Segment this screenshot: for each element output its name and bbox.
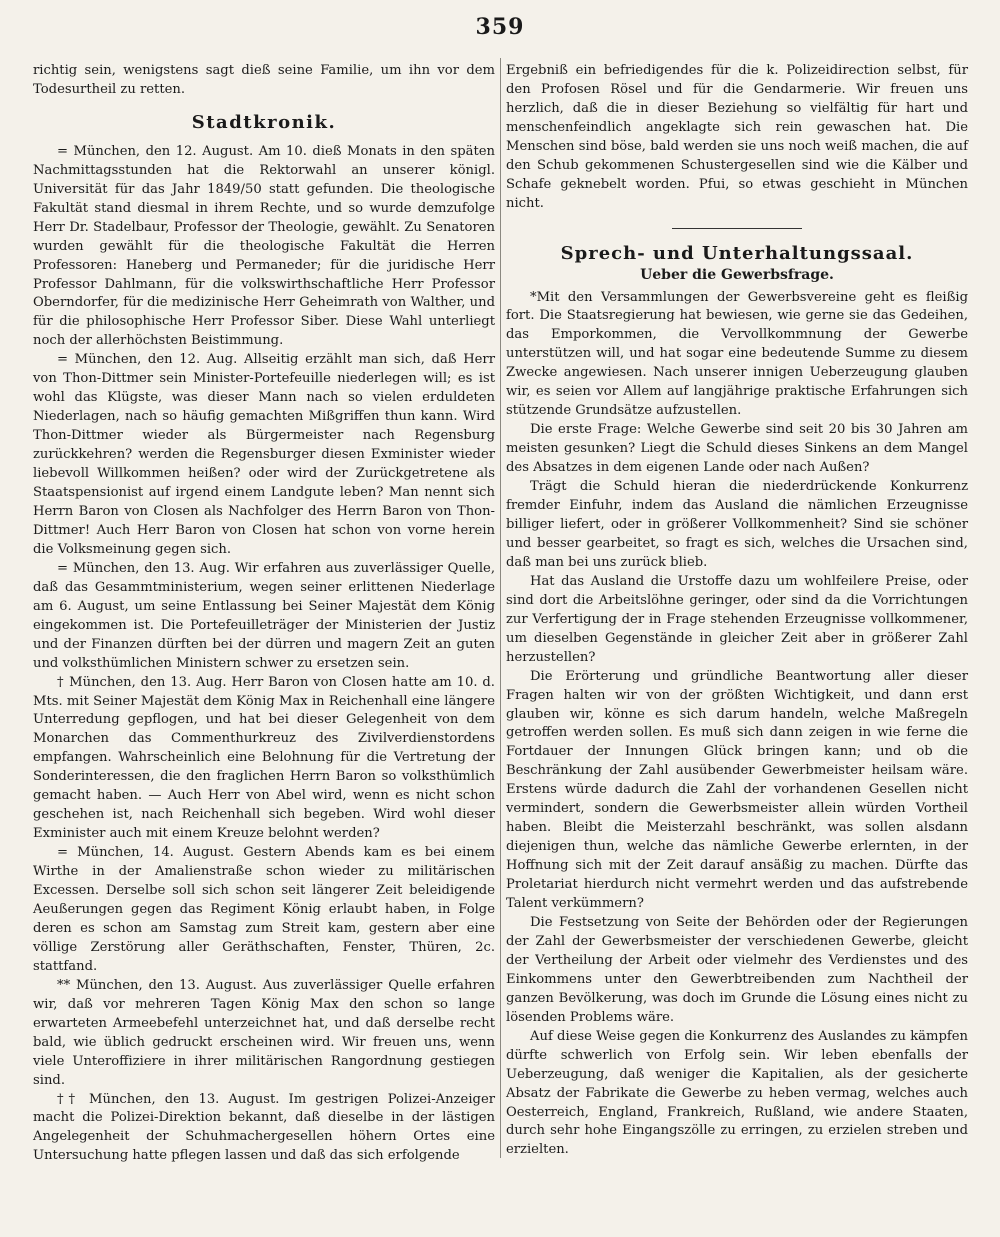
article-paragraph: † München, den 13. Aug. Herr Baron von Closen hatte am 10. d. Mts. mit Seiner Majestät dem König Max in Reichenhall eine längere Unterredung gepflogen, und hat bei dieser Gelegenheit von dem Monarchen das Commenthurkreuz des Zivilverdienstordens empfangen. Wahrscheinlich eine Belohnung für die Vertretung der Sonderinteressen, die den fraglichen Herrn Baron so volksthümlich gemacht haben. — Auch Herr von Abel wird, wenn es nicht schon geschehen ist, nach Reichenhall sich begeben. Wird wohl dieser Exminister auch mit einem Kreuze belohnt werden? xyxy=(33,674,495,842)
left-opening-text: richtig sein, wenigstens sagt dieß seine Familie, um ihn vor dem Todesurtheil zu retten. xyxy=(33,63,495,97)
left-column xyxy=(33,62,495,1166)
article-paragraph: ** München, den 13. August. Aus zuverlässiger Quelle erfahren wir, daß vor mehreren Tagen König Max den schon so lange erwarteten Armeebefehl unterzeichnet hat, und daß derselbe recht bald, wie üblich gedruckt erscheinen wird. Wir freuen uns, wenn viele Unteroffiziere in ihrer militärischen Rangordnung gestiegen sind. xyxy=(33,977,495,1088)
article-paragraph: †† München, den 13. August. Im gestrigen Polizei-Anzeiger macht die Polizei-Direktion bekannt, daß dieselbe in der lästigen Angelegenheit der Schuhmachergesellen höhern Ortes eine Untersuchung hatte pflegen lassen und daß das sich erfolgende xyxy=(33,1091,495,1164)
section-title-stadtkronik: Stadtkronik. xyxy=(191,111,337,133)
article-paragraph: Die Festsetzung von Seite der Behörden oder der Regierungen der Zahl der Gewerbsmeister der verschiedenen Gewerbe, gleicht der Vertheilung der Arbeit oder vielmehr des Verdienstes und des Einkommens unter den Gewerbtreibenden zum Nachtheil der ganzen Bevölkerung, was doch im Grunde die Lösung eines nicht zu lösenden Problems wäre. xyxy=(506,914,968,1025)
section-subtitle: Ueber die Gewerbsfrage. xyxy=(640,266,834,283)
page-number: 359 xyxy=(475,14,525,40)
article-paragraph: Auf diese Weise gegen die Konkurrenz des Auslandes zu kämpfen dürfte schwerlich von Erfolg sein. Wir leben ebenfalls der Ueberzeugung, daß weniger die Kapitalien, als der gesicherte Absatz der Fabrikate die Gewerbe zu heben vermag, welches auch Oesterreich, England, Frankreich, Rußland, wie andere Staaten, durch sehr hohe Eingangszölle zu erringen, zu erzielen streben und erzielten. xyxy=(506,1028,968,1158)
article-paragraph: Hat das Ausland die Urstoffe dazu um wohlfeilere Preise, oder sind dort die Arbeitslöhne geringer, oder sind da die Vorrichtungen zur Verfertigung der in Frage stehenden Erzeugnisse vollkommener, um dieselben Gegenstände in gleicher Zeit aber in größerer Zahl herzustellen? xyxy=(506,573,968,665)
article-paragraph: Die Erörterung und gründliche Beantwortung aller dieser Fragen halten wir von der größten Wichtigkeit, und dann erst glauben wir, könne es sich darum handeln, welche Maßregeln getroffen werden sollen. Es muß sich dann zeigen in wie ferne die Fortdauer der Innungen Glück bringen kann; und ob die Beschränkung der Zahl ausübender Gewerbmeister heilsam wäre. Erstens würde dadurch die Zahl der vorhandenen Gesellen nicht vermindert, sondern die Gewerbsmeister allein würden Vortheil haben. Bleibt die Meisterzahl beschränkt, was sollen alsdann diejenigen thun, welche das nämliche Gewerbe erlernten, in der Hoffnung sich mit der Zeit darauf ansäßig zu machen. Dürfte das Proletariat hierdurch nicht vermehrt werden und das aufstrebende Talent verkümmern? xyxy=(506,668,968,912)
article-paragraph: Trägt die Schuld hieran die niederdrückende Konkurrenz fremder Einfuhr, indem das Ausland die nämlichen Erzeugnisse billiger liefert, oder in größerer Vollkommenheit? Sind sie schöner und besser gearbeitet, so fragt es sich, welches die Ursachen sind, daß man bei uns zurück blieb. xyxy=(506,479,968,570)
article-paragraph: = München, 14. August. Gestern Abends kam es bei einem Wirthe in der Amalienstraße schon wieder zu militärischen Excessen. Derselbe soll sich schon seit längerer Zeit beleidigende Aeußerungen gegen das Regiment König erlaubt haben, in Folge deren es schon am Samstag zum Streit kam, gestern aber eine völlige Zerstörung aller Geräthschaften, Fenster, Thüren, 2c. stattfand. xyxy=(33,845,495,974)
article-paragraph: = München, den 12. August. Am 10. dieß Monats in den späten Nachmittagsstunden hat die Rektorwahl an unserer königl. Universität für das Jahr 1849/50 statt gefunden. Die theologische Fakultät stand diesmal in ihrem Rechte, und so wurde demzufolge Herr Dr. Stadelbaur, Professor der Theologie, gewählt. Zu Senatoren wurden gewählt für die theologische Fakultät die Herren Professoren: Haneberg und Permaneder; für die juridische Herr Professor Dahlmann, für die volkswirthschaftliche Herr Professor Oberndorfer, für die medizinische Herr Geheimrath von Walther, und für die philosophische Herr Professor Siber. Diese Wahl unterliegt noch der allerhöchsten Beistimmung. xyxy=(33,143,495,349)
section-title-sprechsaal: Sprech- und Unterhaltungssaal. xyxy=(560,242,914,264)
article-paragraph: = München, den 12. Aug. Allseitig erzählt man sich, daß Herr von Thon-Dittmer sein Minister-Portefeuille niederlegen will; es ist wohl das Klügste, was dieser Mann nach so vielen erduldeten Niederlagen, nach so häufig gemachten Mißgriffen thun kann. Wird Thon-Dittmer wieder als Bürgermeister nach Regensburg zurückkehren? werden die Regensburger diesen Exminister wieder liebevoll Willkommen heißen? oder wird der Zurückgetretene als Staatspensionist auf irgend einem Landgute leben? Man nennt sich Herrn Baron von Closen als Nachfolger des Herrn Baron von Thon-Dittmer! Auch Herr Baron von Closen hat schon von vorne herein die Volksmeinung gegen sich. xyxy=(33,352,495,557)
right-column xyxy=(506,62,968,1160)
article-paragraph: Die erste Frage: Welche Gewerbe sind seit 20 bis 30 Jahren am meisten gesunken? Liegt die Schuld dieses Sinkens an dem Mangel des Absatzes in dem eigenen Lande oder nach Außen? xyxy=(506,422,968,476)
article-paragraph: *Mit den Versammlungen der Gewerbsvereine geht es fleißig fort. Die Staatsregierung hat bewiesen, wie gerne sie das Gedeihen, das Emporkommen, die Vervollkommnung der Gewerbe unterstützen will, und hat sogar eine bedeutende Summe zu diesem Zwecke angewiesen. Nach unserer innigen Ueberzeugung glauben wir, es seien vor Allem auf langjährige praktische Erfahrungen sich stützende Grundsätze aufzustellen. xyxy=(506,289,968,419)
article-paragraph: = München, den 13. Aug. Wir erfahren aus zuverlässiger Quelle, daß das Gesammtministerium, wegen seiner erlittenen Niederlage am 6. August, um seine Entlassung bei Seiner Majestät dem König eingekommen ist. Die Portefeuilleträger der Ministerien der Justiz und der Finanzen dürften bei der dürren und magern Zeit an guten und volksthümlichen Ministern schwer zu ersetzen sein. xyxy=(33,560,495,671)
section-rule xyxy=(672,228,802,229)
column-divider xyxy=(500,58,501,1158)
right-opening-text: Ergebniß ein befriedigendes für die k. Polizeidirection selbst, für den Profosen Rösel und für die Gendarmerie. Wir freuen uns herzlich, daß die in dieser Beziehung so vielfältig für hart und menschenfeindlich angeklagte sich rein gewaschen hat. Die Menschen sind böse, bald werden sie uns noch weiß machen, die auf den Schub gekommenen Schustergesellen sind wie die Kälber und Schafe geknebelt worden. Pfui, so etwas geschieht in München nicht. xyxy=(506,63,968,211)
